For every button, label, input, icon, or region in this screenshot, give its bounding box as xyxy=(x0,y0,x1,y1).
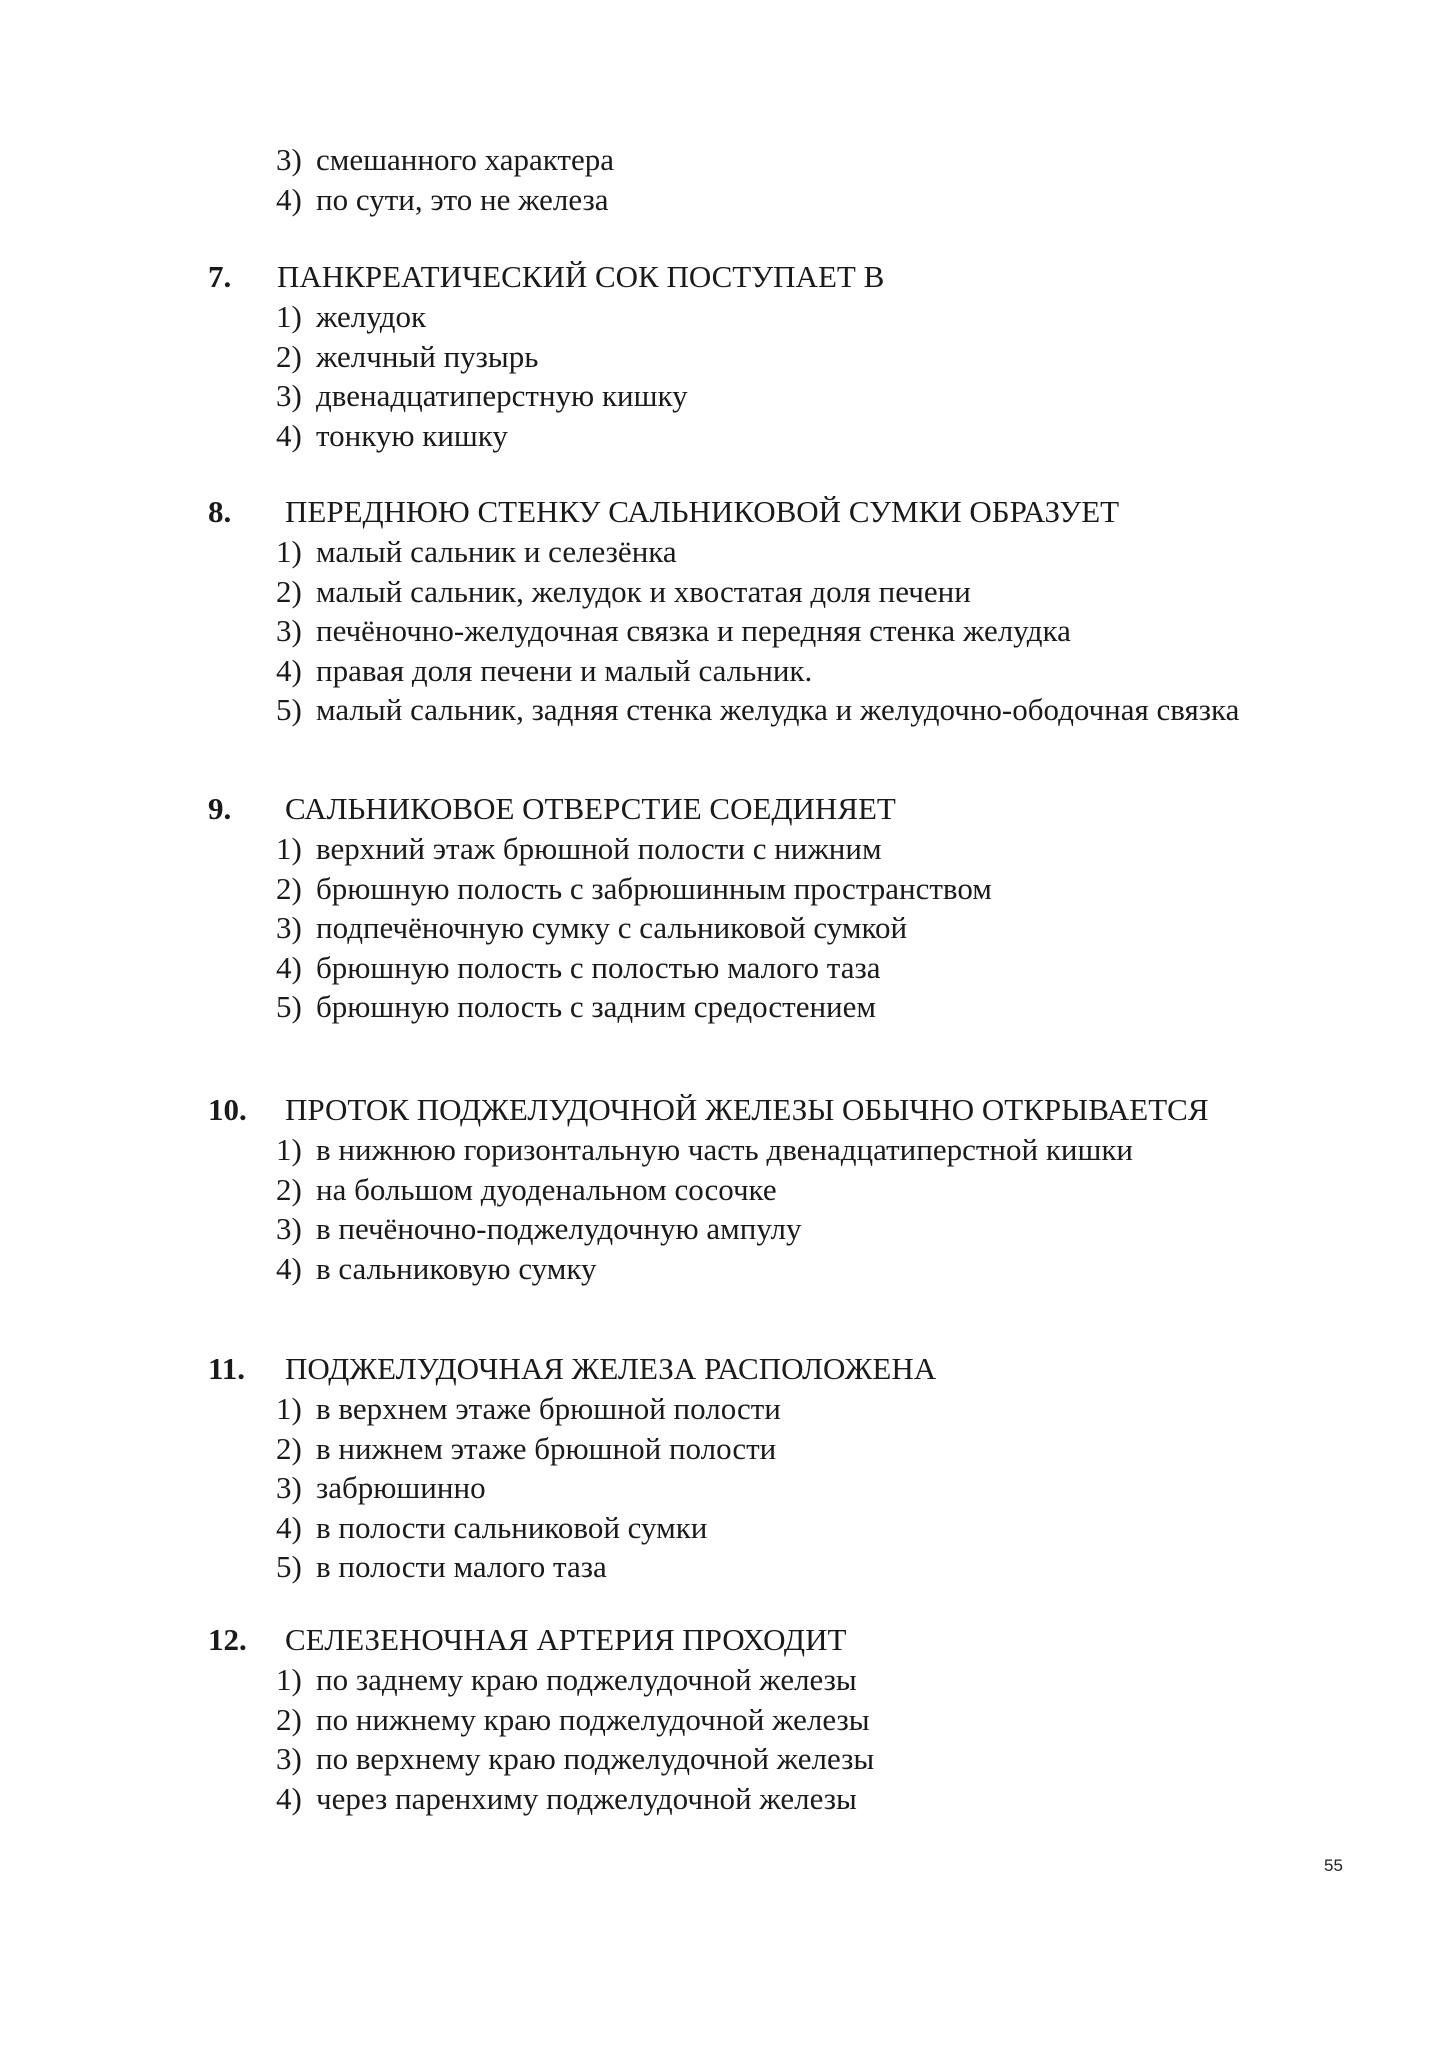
options-list xyxy=(276,297,688,455)
question-number: 9. xyxy=(208,791,232,826)
question-number: 11. xyxy=(208,1351,246,1386)
option-text: тонкую кишку xyxy=(316,417,508,453)
option-item xyxy=(276,1429,781,1469)
option-number: 4) xyxy=(276,1780,302,1816)
option-text: в печёночно-поджелудочную ампулу xyxy=(316,1211,802,1246)
option-item xyxy=(276,376,688,416)
option-item xyxy=(276,180,614,220)
option-item xyxy=(276,532,1239,572)
option-item xyxy=(276,1130,1133,1170)
option-text: забрюшинно xyxy=(316,1470,486,1505)
option-number: 2) xyxy=(276,1430,302,1466)
option-item xyxy=(276,690,1239,730)
option-number: 3) xyxy=(276,613,302,648)
option-number: 4) xyxy=(276,417,302,453)
option-item xyxy=(276,1249,1133,1289)
option-number: 1) xyxy=(276,1132,302,1167)
option-item xyxy=(276,651,1239,691)
option-number: 4) xyxy=(276,652,302,688)
option-text: малый сальник, задняя стенка желудка и желудочно-ободочная связка xyxy=(316,692,1240,727)
option-text: по сути, это не железа xyxy=(316,181,609,217)
question-text: СЕЛЕЗЕНОЧНАЯ АРТЕРИЯ ПРОХОДИТ xyxy=(285,1622,847,1657)
option-text: смешанного характера xyxy=(316,142,614,177)
option-number: 2) xyxy=(276,573,302,609)
question-text: ПОДЖЕЛУДОЧНАЯ ЖЕЛЕЗА РАСПОЛОЖЕНА xyxy=(285,1351,937,1386)
options-list xyxy=(276,829,992,1027)
option-text: в нижнем этаже брюшной полости xyxy=(316,1430,777,1466)
option-number: 3) xyxy=(276,1470,302,1505)
option-text: правая доля печени и малый сальник. xyxy=(316,652,813,688)
option-text: малый сальник, желудок и хвостатая доля печени xyxy=(316,573,971,609)
option-text: в полости сальниковой сумки xyxy=(316,1509,708,1545)
option-number: 4) xyxy=(276,949,302,985)
option-item xyxy=(276,1700,874,1740)
option-item xyxy=(276,1739,874,1779)
option-text: подпечёночную сумку с сальниковой сумкой xyxy=(316,910,908,945)
option-text: в нижнюю горизонтальную часть двенадцатиперстной кишки xyxy=(316,1132,1133,1167)
option-item xyxy=(276,1468,781,1508)
option-number: 3) xyxy=(276,910,302,945)
option-number: 1) xyxy=(276,534,302,569)
option-item xyxy=(276,1389,781,1429)
option-text: малый сальник и селезёнка xyxy=(316,534,677,569)
option-item xyxy=(276,869,992,909)
option-number: 2) xyxy=(276,338,302,374)
option-number: 1) xyxy=(276,1391,302,1426)
option-item xyxy=(276,140,614,180)
question-text: ПАНКРЕАТИЧЕСКИЙ СОК ПОСТУПАЕТ В xyxy=(277,259,885,294)
question-number: 10. xyxy=(208,1092,247,1127)
option-number: 3) xyxy=(276,1211,302,1246)
option-item xyxy=(276,908,992,948)
option-number: 4) xyxy=(276,1509,302,1545)
option-text: желудок xyxy=(316,299,427,334)
option-text: на большом дуоденальном сосочке xyxy=(316,1171,777,1207)
options-list xyxy=(276,1389,781,1587)
option-item xyxy=(276,1660,874,1700)
option-text: через паренхиму поджелудочной железы xyxy=(316,1780,857,1816)
option-item xyxy=(276,1547,781,1587)
option-number: 1) xyxy=(276,299,302,334)
option-item xyxy=(276,611,1239,651)
option-item xyxy=(276,337,688,377)
option-number: 5) xyxy=(276,1549,302,1584)
options-list xyxy=(276,532,1239,730)
continuation-options xyxy=(276,140,614,219)
option-text: брюшную полость с забрюшинным пространством xyxy=(316,870,992,906)
question-text: ПРОТОК ПОДЖЕЛУДОЧНОЙ ЖЕЛЕЗЫ ОБЫЧНО ОТКРЫВАЕТСЯ xyxy=(285,1092,1209,1127)
question-text: ПЕРЕДНЮЮ СТЕНКУ САЛЬНИКОВОЙ СУМКИ ОБРАЗУЕТ xyxy=(285,494,1120,529)
option-number: 1) xyxy=(276,831,302,866)
question-number: 8. xyxy=(208,494,232,529)
option-text: желчный пузырь xyxy=(316,338,539,374)
option-number: 2) xyxy=(276,1701,302,1737)
question-number: 12. xyxy=(208,1622,247,1657)
question-text: САЛЬНИКОВОЕ ОТВЕРСТИЕ СОЕДИНЯЕТ xyxy=(285,791,896,826)
option-text: по нижнему краю поджелудочной железы xyxy=(316,1701,870,1737)
option-text: по верхнему краю поджелудочной железы xyxy=(316,1741,875,1776)
option-item xyxy=(276,1779,874,1819)
option-number: 4) xyxy=(276,181,302,217)
option-item xyxy=(276,1170,1133,1210)
option-item xyxy=(276,987,992,1027)
option-number: 2) xyxy=(276,1171,302,1207)
question-number: 7. xyxy=(208,259,232,294)
option-item xyxy=(276,297,688,337)
option-number: 2) xyxy=(276,870,302,906)
option-item xyxy=(276,948,992,988)
option-number: 5) xyxy=(276,989,302,1024)
options-list xyxy=(276,1130,1133,1288)
option-item xyxy=(276,1508,781,1548)
option-item xyxy=(276,829,992,869)
option-text: двенадцатиперстную кишку xyxy=(316,378,688,413)
option-text: по заднему краю поджелудочной железы xyxy=(316,1662,857,1697)
option-item xyxy=(276,572,1239,612)
page-number: 55 xyxy=(1324,1856,1343,1875)
option-text: брюшную полость с полостью малого таза xyxy=(316,949,881,985)
option-number: 3) xyxy=(276,142,302,177)
option-number: 1) xyxy=(276,1662,302,1697)
option-number: 4) xyxy=(276,1250,302,1286)
option-item xyxy=(276,1209,1133,1249)
option-item xyxy=(276,416,688,456)
option-text: в полости малого таза xyxy=(316,1549,607,1584)
option-number: 5) xyxy=(276,692,302,727)
option-number: 3) xyxy=(276,378,302,413)
options-list xyxy=(276,1660,874,1818)
option-text: брюшную полость с задним средостением xyxy=(316,989,877,1024)
option-number: 3) xyxy=(276,1741,302,1776)
option-text: в верхнем этаже брюшной полости xyxy=(316,1391,781,1426)
option-text: в сальниковую сумку xyxy=(316,1250,597,1286)
option-text: верхний этаж брюшной полости с нижним xyxy=(316,831,882,866)
option-text: печёночно-желудочная связка и передняя стенка желудка xyxy=(316,613,1071,648)
